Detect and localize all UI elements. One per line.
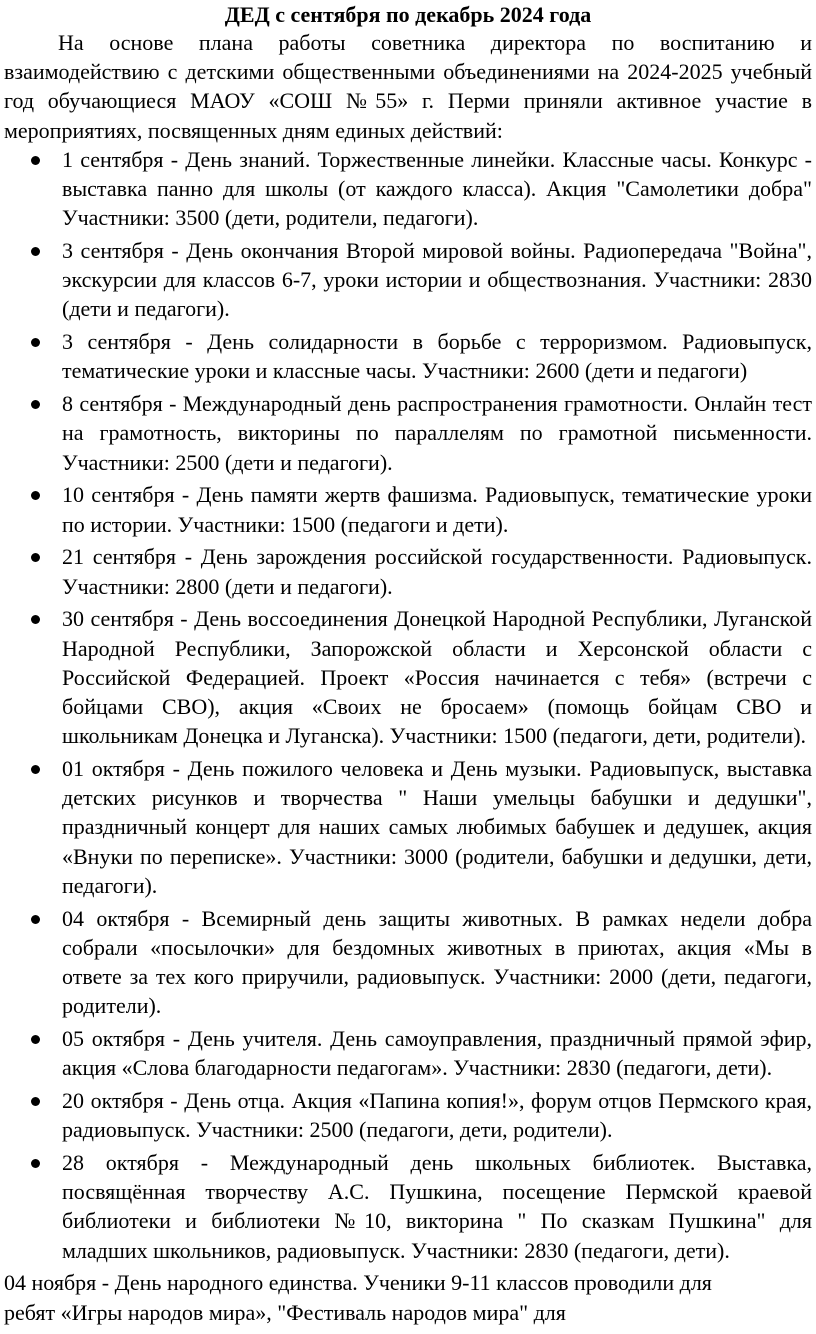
event-item: 10 сентября - День памяти жертв фашизма. Радиовыпуск, тематические уроки по истории. Участники: 1500 (педагоги и дети).	[62, 480, 812, 538]
event-item: 28 октября - Международный день школьных библиотек. Выставка, посвящённая творчеству А.С. Пушкина, посещение Пермской краевой библиотеки и библиотеки №10, викторина " По сказкам Пушкина" для младших школьников, радиовыпуск. Участники: 2830 (педагоги, дети).	[62, 1148, 812, 1265]
document-title: ДЕД с сентября по декабрь 2024 года	[224, 2, 592, 27]
event-item: 20 октября - День отца. Акция «Папина копия!», форум отцов Пермского края, радиовыпуск. Участники: 2500 (педагоги, дети, родители).	[62, 1086, 812, 1144]
document-page	[4, 0, 812, 1327]
event-item: 8 сентября - Международный день распространения грамотности. Онлайн тест на грамотность, викторины по параллелям по грамотной письменности. Участники: 2500 (дети и педагоги).	[62, 389, 812, 477]
event-item: 3 сентября - День солидарности в борьбе с терроризмом. Радиовыпуск, тематические уроки и классные часы. Участники: 2600 (дети и педагоги)	[62, 327, 812, 385]
event-item: 05 октября - День учителя. День самоуправления, праздничный прямой эфир, акция «Слова благодарности педагогам». Участники: 2830 (педагоги, дети).	[62, 1024, 812, 1082]
event-item: 30 сентября - День воссоединения Донецкой Народной Республики, Луганской Народной Республики, Запорожской области и Херсонской области с Российской Федерацией. Проект «Россия начинается с тебя» (встречи с бойцами СВО), акция «Своих не бросаем» (помощь бойцам СВО и школьникам Донецка и Луганска). Участники: 1500 (педагоги, дети, родители).	[62, 604, 812, 750]
trailing-text-line: ребят «Игры народов мира», "Фестиваль народов мира" для	[4, 1299, 566, 1325]
events-list	[4, 145, 812, 1265]
trailing-text-line: 04 ноября - День народного единства. Ученики 9-11 классов проводили для	[4, 1270, 712, 1296]
intro-paragraph: На основе плана работы советника директора по воспитанию и взаимодействию с детскими общественными объединениями на 2024-2025 учебный год обучающиеся МАОУ «СОШ №55» г. Перми приняли активное участие в мероприятиях, посвященных дням единых действий:	[4, 30, 812, 143]
event-item: 01 октября - День пожилого человека и День музыки. Радиовыпуск, выставка детских рисунков и творчества " Наши умельцы бабушки и дедушки", праздничный концерт для наших самых любимых бабушек и дедушек, акция «Внуки по переписке». Участники: 3000 (родители, бабушки и дедушки, дети, педагоги).	[62, 754, 812, 900]
event-item: 04 октября - Всемирный день защиты животных. В рамках недели добра собрали «посылочки» для бездомных животных в приютах, акция «Мы в ответе за тех кого приручили, радиовыпуск. Участники: 2000 (дети, педагоги, родители).	[62, 904, 812, 1021]
event-item: 3 сентября - День окончания Второй мировой войны. Радиопередача "Война", экскурсии для классов 6-7, уроки истории и обществознания. Участники: 2830 (дети и педагоги).	[62, 236, 812, 324]
event-item: 1 сентября - День знаний. Торжественные линейки. Классные часы. Конкурс - выставка панно для школы (от каждого класса). Акция "Самолетики добра" Участники: 3500 (дети, родители, педагоги).	[62, 145, 812, 233]
event-item: 21 сентября - День зарождения российской государственности. Радиовыпуск. Участники: 2800 (дети и педагоги).	[62, 542, 812, 600]
